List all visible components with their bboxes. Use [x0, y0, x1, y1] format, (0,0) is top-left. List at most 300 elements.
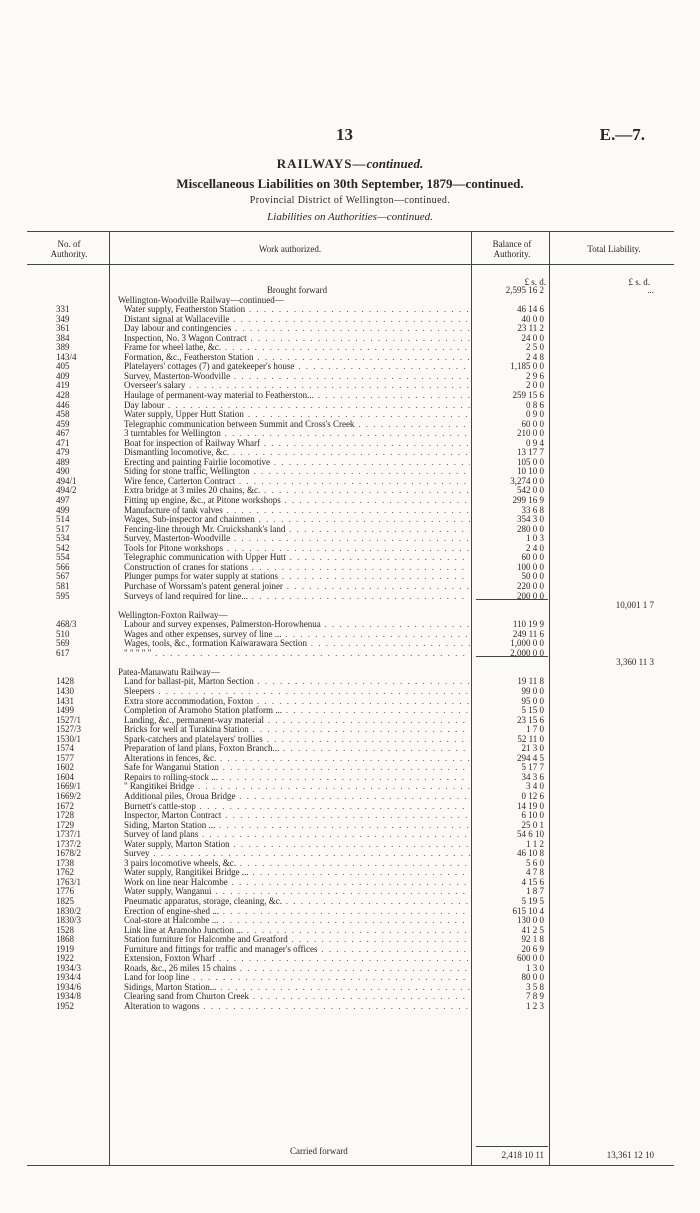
- table-row: [0, 762, 700, 772]
- work-description: Surveys of land required for line... . . .: [124, 591, 470, 601]
- authority-number: 1934/3: [56, 962, 82, 973]
- table-row: [0, 447, 700, 457]
- table-row: [0, 781, 700, 791]
- authority-number: 1728: [56, 810, 74, 821]
- table-row: [0, 419, 700, 429]
- authority-number: 1762: [56, 867, 74, 878]
- balance-amount: 24 0 0: [521, 332, 544, 343]
- balance-amount: 105 0 0: [517, 456, 544, 467]
- balance-amount: 20 6 9: [521, 943, 544, 954]
- table-row: [0, 361, 700, 371]
- table-row: [0, 428, 700, 438]
- header-balance-of-authority: Balance of Authority.: [492, 239, 532, 259]
- table-row: [0, 934, 700, 944]
- authority-number: 489: [56, 456, 70, 467]
- balance-amount: 2 5 0: [526, 342, 544, 353]
- table-bottom-rule: [27, 1165, 674, 1166]
- table-row: [0, 667, 700, 677]
- authority-number: 409: [56, 370, 70, 381]
- balance-amount: 0 9 0: [526, 409, 544, 420]
- balance-amount: 354 3 0: [517, 514, 544, 525]
- total-liability-amount: ...: [647, 285, 654, 295]
- authority-number: 1574: [56, 743, 74, 754]
- work-description: Water supply, Marton Station . . .: [124, 839, 470, 849]
- balance-amount: 6 10 0: [521, 810, 544, 821]
- work-description: Station furniture for Halcombe and Greatford . . .: [124, 934, 470, 944]
- table-row: [0, 801, 700, 811]
- work-description: Link line at Aramoho Junction ... . . .: [124, 925, 470, 935]
- table-row: [0, 524, 700, 534]
- authority-number: 467: [56, 428, 70, 439]
- authority-number: 1763/1: [56, 876, 82, 887]
- work-description: Telegraphic communication between Summit and Cross's Creek . . .: [124, 419, 470, 429]
- balance-amount: 95 0 0: [521, 695, 544, 706]
- balance-amount: 7 8 9: [526, 991, 544, 1002]
- authority-number: 471: [56, 437, 70, 448]
- table-row: [0, 676, 700, 686]
- balance-amount: 5 17 7: [521, 762, 544, 773]
- table-row: [0, 619, 700, 629]
- authority-number: 1825: [56, 896, 74, 906]
- balance-amount: 0 12 6: [521, 790, 544, 801]
- table-row: [0, 772, 700, 782]
- work-description: Platelayers' cottages (7) and gatekeeper's house . . .: [124, 361, 470, 371]
- table-header-rule: [27, 264, 674, 265]
- authority-number: 1530/1: [56, 733, 82, 744]
- balance-amount: 4 15 6: [521, 876, 544, 887]
- total-liability-amount: 3,360 11 3: [616, 657, 654, 668]
- work-description: Construction of cranes for stations . . .: [124, 562, 470, 572]
- balance-amount: 0 9 4: [526, 437, 544, 448]
- table-row: [0, 638, 700, 648]
- work-description: Furniture and fittings for traffic and manager's offices . . .: [124, 944, 470, 954]
- authority-number: 1868: [56, 934, 74, 945]
- table-row: [0, 304, 700, 314]
- balance-amount: 2 0 0: [526, 380, 544, 391]
- table-row: [0, 333, 700, 343]
- work-description: Day labour and contingencies . . .: [124, 323, 470, 333]
- authority-number: 1499: [56, 705, 74, 716]
- table-row: [0, 867, 700, 877]
- work-description: Survey, Masterton-Woodville . . .: [124, 533, 470, 543]
- authority-number: 581: [56, 580, 70, 591]
- balance-amount: 10 10 0: [517, 466, 544, 477]
- authority-number: 1934/4: [56, 972, 82, 983]
- balance-amount: 92 1 8: [521, 934, 544, 945]
- authority-number: 566: [56, 561, 70, 572]
- work-description: Water supply, Featherston Station . . .: [124, 304, 470, 314]
- work-description: Work on line near Halcombe . . .: [124, 877, 470, 887]
- authority-number: 428: [56, 390, 70, 401]
- table-row: [0, 829, 700, 839]
- authority-number: 542: [56, 542, 70, 553]
- authority-number: 1952: [56, 1001, 74, 1012]
- authority-number: 1669/2: [56, 790, 82, 801]
- balance-amount: 60 0 0: [521, 552, 544, 563]
- table-row: [0, 743, 700, 753]
- authority-number: 1738: [56, 857, 74, 868]
- balance-amount: 33 6 8: [521, 504, 544, 515]
- balance-amount: 60 0 0: [521, 418, 544, 429]
- work-description: Erection of engine-shed ... . . .: [124, 906, 470, 916]
- authority-number: 389: [56, 342, 70, 353]
- carried-forward-total: 13,361 12 10: [606, 1150, 654, 1160]
- balance-amount: 34 3 6: [521, 771, 544, 782]
- table-row: [0, 581, 700, 591]
- work-description: Erecting and painting Fairlie locomotive . . .: [124, 457, 470, 467]
- table-row: [0, 571, 700, 581]
- authority-number: 1776: [56, 886, 74, 897]
- work-description: Inspector, Marton Contract . . .: [124, 810, 470, 820]
- authority-number: 569: [56, 638, 70, 649]
- subtotal-rule: [476, 599, 548, 600]
- title-main: RAILWAYS—: [276, 156, 367, 171]
- authority-number: 1577: [56, 752, 74, 763]
- header-no-of-authority: No. of Authority.: [50, 239, 88, 259]
- balance-amount: 110 19 9: [512, 619, 544, 630]
- work-description: Frame for wheel lathe, &c. . . .: [124, 342, 470, 352]
- work-description: Pneumatic apparatus, storage, cleaning, &c. . . .: [124, 896, 470, 906]
- balance-amount: 2 4 0: [526, 542, 544, 553]
- authority-number: 1737/1: [56, 829, 82, 840]
- work-description: Repairs to rolling-stock ... . . .: [124, 772, 470, 782]
- carried-forward-balance: 2,418 10 11: [501, 1150, 544, 1160]
- table-row: [0, 982, 700, 992]
- table-row: [0, 734, 700, 744]
- balance-amount: 2,000 0 0: [510, 647, 544, 658]
- balance-amount: 2 9 6: [526, 370, 544, 381]
- table-row: [0, 562, 700, 572]
- work-description: Extension, Foxton Wharf . . .: [124, 953, 470, 963]
- table-row: [0, 963, 700, 973]
- authority-number: 595: [56, 590, 70, 601]
- authority-number: 494/2: [56, 485, 77, 496]
- title-continued: continued.: [366, 156, 424, 171]
- table-top-rule: [27, 231, 674, 232]
- work-description: Survey, Masterton-Woodville . . .: [124, 371, 470, 381]
- work-description: Land for loop line . . .: [124, 972, 470, 982]
- table-row: [0, 877, 700, 887]
- authority-number: 494/1: [56, 475, 77, 486]
- header-work-authorized: Work authorized.: [258, 244, 322, 254]
- balance-amount: 1 1 2: [526, 838, 544, 849]
- work-description: Patea-Manawatu Railway—: [118, 666, 220, 677]
- work-description: Land for ballast-pit, Marton Section . . .: [124, 676, 470, 686]
- work-description: Distant signal at Wallaceville . . .: [124, 314, 470, 324]
- work-description: Tools for Pitone workshops . . .: [124, 543, 470, 553]
- authority-number: 1431: [56, 695, 74, 706]
- work-description: Sidings, Marton Station... . . .: [124, 982, 470, 992]
- balance-amount: 3,274 0 0: [510, 475, 544, 486]
- balance-amount: 1 0 3: [526, 533, 544, 544]
- balance-amount: 1 3 0: [526, 962, 544, 973]
- work-description: Overseer's salary . . .: [124, 380, 470, 390]
- authority-number: 534: [56, 533, 70, 544]
- balance-amount: 40 0 0: [521, 313, 544, 324]
- subtotal-rule: [476, 656, 548, 657]
- table-row: [0, 371, 700, 381]
- table-row: [0, 323, 700, 333]
- work-description: Preparation of land plans, Foxton Branch... . . .: [124, 743, 470, 753]
- balance-amount: 99 0 0: [521, 685, 544, 696]
- table-row: [0, 285, 700, 295]
- balance-amount: 259 15 6: [512, 390, 544, 401]
- table-row: [0, 648, 700, 658]
- work-description: Inspection, No. 3 Wagon Contract . . .: [124, 333, 470, 343]
- authority-number: 1922: [56, 953, 74, 964]
- authority-number: 468/3: [56, 619, 77, 630]
- balance-amount: 23 11 2: [517, 323, 544, 334]
- balance-amount: 1,185 0 0: [510, 361, 544, 372]
- table-row: [0, 438, 700, 448]
- authority-number: 510: [56, 628, 70, 639]
- table-row: [0, 485, 700, 495]
- balance-amount: 2 4 8: [526, 351, 544, 362]
- header-total-liability: Total Liability.: [587, 244, 641, 254]
- work-description: Water supply, Rangitikei Bridge ... . . .: [124, 867, 470, 877]
- balance-amount: 2,595 16 2: [505, 285, 544, 295]
- table-row: [0, 629, 700, 639]
- authority-number: 1528: [56, 924, 74, 935]
- table-row: [0, 314, 700, 324]
- balance-amount: 5 6 0: [526, 857, 544, 868]
- authority-number: 1428: [56, 676, 74, 687]
- balance-amount: 294 4 5: [517, 752, 544, 763]
- balance-amount: 52 11 0: [517, 733, 544, 744]
- work-description: Wages and other expenses, survey of line ... . . .: [124, 629, 470, 639]
- authority-number: 490: [56, 466, 70, 477]
- authority-number: 479: [56, 447, 70, 458]
- currency-header-total: £ s. d.: [628, 277, 650, 287]
- work-description: Wellington-Foxton Railway—: [118, 609, 228, 620]
- balance-amount: 5 15 0: [521, 705, 544, 716]
- work-description: Manufacture of tank valves . . .: [124, 505, 470, 515]
- authority-number: 458: [56, 409, 70, 420]
- table-row: [0, 724, 700, 734]
- work-description: Brought forward: [266, 285, 328, 295]
- authority-number: 1678/2: [56, 848, 82, 859]
- authority-number: 1830/3: [56, 915, 82, 926]
- balance-amount: 1,000 0 0: [510, 638, 544, 649]
- balance-amount: 3 5 8: [526, 981, 544, 992]
- balance-amount: 0 8 6: [526, 399, 544, 410]
- table-row: [0, 1001, 700, 1011]
- authority-number: 143/4: [56, 351, 77, 362]
- work-description: Labour and survey expenses, Palmerston-Horowhenua . . .: [124, 619, 470, 629]
- balance-amount: 19 11 8: [517, 676, 544, 687]
- work-description: Boat for inspection of Railway Wharf . . .: [124, 438, 470, 448]
- table-row: [0, 906, 700, 916]
- work-description: Burnett's cattle-stop . . .: [124, 801, 470, 811]
- work-description: Telegraphic communication with Upper Hutt . . .: [124, 552, 470, 562]
- authority-number: 1737/2: [56, 838, 82, 849]
- work-description: Wire fence, Carterton Contract . . .: [124, 476, 470, 486]
- table-row: [0, 390, 700, 400]
- balance-amount: 80 0 0: [521, 972, 544, 983]
- table-row: [0, 839, 700, 849]
- table-row: [0, 495, 700, 505]
- work-description: Fencing-line through Mr. Cruickshank's land . . .: [124, 524, 470, 534]
- table-row: [0, 352, 700, 362]
- authority-number: 567: [56, 571, 70, 582]
- authority-number: 1729: [56, 819, 74, 830]
- work-description: Water supply, Wanganui . . .: [124, 886, 470, 896]
- table-row: [0, 505, 700, 515]
- section-heading: Liabilities on Authorities—continued.: [267, 211, 433, 223]
- balance-amount: 280 0 0: [517, 523, 544, 534]
- authority-number: 617: [56, 647, 70, 658]
- table-row: [0, 696, 700, 706]
- table-row: [0, 342, 700, 352]
- work-description: Survey . . .: [124, 848, 470, 858]
- balance-amount: 220 0 0: [517, 580, 544, 591]
- table-row: [0, 925, 700, 935]
- table-row: [0, 476, 700, 486]
- table-row: [0, 552, 700, 562]
- table-row: [0, 953, 700, 963]
- balance-amount: 200 0 0: [517, 590, 544, 601]
- work-description: Alteration to wagons . . .: [124, 1001, 470, 1011]
- currency-header-balance: £ s. d.: [524, 277, 546, 287]
- work-description: " " " " " . . .: [124, 648, 470, 658]
- total-liability-amount: 10,001 1 7: [615, 600, 654, 611]
- work-description: Haulage of permanent-way material to Featherston... . . .: [124, 390, 470, 400]
- document-reference: E.—7.: [599, 125, 645, 144]
- work-description: Formation, &c., Featherston Station . . .: [124, 352, 470, 362]
- authority-number: 446: [56, 399, 70, 410]
- work-description: Extra store accommodation, Foxton . . .: [124, 696, 470, 706]
- balance-amount: 1 2 3: [526, 1001, 544, 1012]
- work-description: Sleepers . . .: [124, 686, 470, 696]
- balance-amount: 50 0 0: [521, 571, 544, 582]
- balance-amount: 13 17 7: [517, 447, 544, 458]
- table-row: [0, 972, 700, 982]
- authority-number: 1672: [56, 800, 74, 811]
- table-row: [0, 610, 700, 620]
- balance-amount: 4 7 8: [526, 867, 544, 878]
- work-description: " Rangitikei Bridge . . .: [124, 781, 470, 791]
- work-description: Plunger pumps for water supply at stations . . .: [124, 571, 470, 581]
- balance-amount: 210 0 0: [517, 428, 544, 439]
- table-row: [0, 944, 700, 954]
- balance-amount: 100 0 0: [517, 561, 544, 572]
- authority-number: 1669/1: [56, 781, 82, 792]
- work-description: 3 turntables for Wellington . . .: [124, 428, 470, 438]
- work-description: Coal-store at Halcombe ... . . .: [124, 915, 470, 925]
- table-row: [0, 400, 700, 410]
- authority-number: 1934/6: [56, 981, 82, 992]
- work-description: Clearing sand from Churton Creek . . .: [124, 991, 470, 1001]
- carried-forward-rule: [476, 1146, 548, 1147]
- work-description: Water supply, Upper Hutt Station . . .: [124, 409, 470, 419]
- work-description: Roads, &c., 26 miles 15 chains . . .: [124, 963, 470, 973]
- table-row: [0, 791, 700, 801]
- authority-number: 1430: [56, 685, 74, 696]
- balance-amount: 299 16 9: [512, 495, 544, 506]
- authority-number: 331: [56, 304, 70, 315]
- table-row: [0, 466, 700, 476]
- authority-number: 1919: [56, 943, 74, 954]
- table-row: [0, 991, 700, 1001]
- district-heading: Provincial District of Wellington—continued.: [249, 195, 451, 206]
- authority-number: 459: [56, 418, 70, 429]
- authority-number: 419: [56, 380, 70, 391]
- table-row: [0, 705, 700, 715]
- work-description: Fitting up engine, &c., at Pitone workshops . . .: [124, 495, 470, 505]
- work-description: Completion of Aramoho Station platform ... . . .: [124, 705, 470, 715]
- table-row: [0, 600, 700, 610]
- work-description: Survey of land plans . . .: [124, 829, 470, 839]
- authority-number: 405: [56, 361, 70, 372]
- balance-amount: 3 4 0: [526, 781, 544, 792]
- authority-number: 554: [56, 552, 70, 563]
- table-row: [0, 543, 700, 553]
- balance-amount: 41 2 5: [521, 924, 544, 935]
- table-row: [0, 848, 700, 858]
- table-row: [0, 295, 700, 305]
- work-description: Additional piles, Oroua Bridge . . .: [124, 791, 470, 801]
- table-row: [0, 533, 700, 543]
- table-row: [0, 886, 700, 896]
- work-description: Siding, Marton Station ... . . .: [124, 820, 470, 830]
- liabilities-table: [0, 285, 700, 1011]
- balance-amount: 1 8 7: [526, 886, 544, 897]
- table-row: [0, 753, 700, 763]
- carried-forward-label: Carried forward: [290, 1146, 348, 1156]
- balance-amount: 600 0 0: [517, 953, 544, 964]
- authority-number: 1527/3: [56, 724, 82, 735]
- table-row: [0, 810, 700, 820]
- balance-amount: 1 7 0: [526, 724, 544, 735]
- work-description: Landing, &c., permanent-way material . . .: [124, 715, 470, 725]
- authority-number: 1602: [56, 762, 74, 773]
- authority-number: 1604: [56, 771, 74, 782]
- page-number: 13: [336, 125, 353, 144]
- table-row: [0, 858, 700, 868]
- page-title: [0, 156, 700, 172]
- table-row: [0, 715, 700, 725]
- work-description: Bricks for well at Turakina Station . . .: [124, 724, 470, 734]
- table-row: [0, 657, 700, 667]
- table-row: [0, 820, 700, 830]
- authority-number: 384: [56, 332, 70, 343]
- balance-amount: 130 0 0: [517, 915, 544, 926]
- balance-amount: 615 10 4: [512, 905, 544, 916]
- work-description: Safe for Wanganui Station . . .: [124, 762, 470, 772]
- balance-amount: 23 15 6: [517, 714, 544, 725]
- balance-amount: 46 14 6: [517, 304, 544, 315]
- table-row: [0, 686, 700, 696]
- authority-number: 497: [56, 495, 70, 506]
- table-row: [0, 896, 700, 906]
- table-row: [0, 591, 700, 601]
- authority-number: 499: [56, 504, 70, 515]
- work-description: Wages, tools, &c., formation Kaiwarawara Section . . .: [124, 638, 470, 648]
- balance-amount: 54 6 10: [517, 829, 544, 840]
- authority-number: 1527/1: [56, 714, 82, 725]
- balance-amount: 14 19 0: [517, 800, 544, 811]
- work-description: Day labour . . .: [124, 400, 470, 410]
- work-description: Spark-catchers and platelayers' trollies . . .: [124, 734, 470, 744]
- work-description: 3 pairs locomotive wheels, &c. . . .: [124, 858, 470, 868]
- table-row: [0, 380, 700, 390]
- work-description: Siding for stone traffic, Wellington . . .: [124, 466, 470, 476]
- work-description: Purchase of Worssam's patent general joiner . . .: [124, 581, 470, 591]
- authority-number: 517: [56, 523, 70, 534]
- balance-amount: 21 3 0: [521, 743, 544, 754]
- work-description: Wellington-Woodville Railway—continued—: [118, 294, 284, 305]
- work-description: Extra bridge at 3 miles 20 chains, &c. . . .: [124, 485, 470, 495]
